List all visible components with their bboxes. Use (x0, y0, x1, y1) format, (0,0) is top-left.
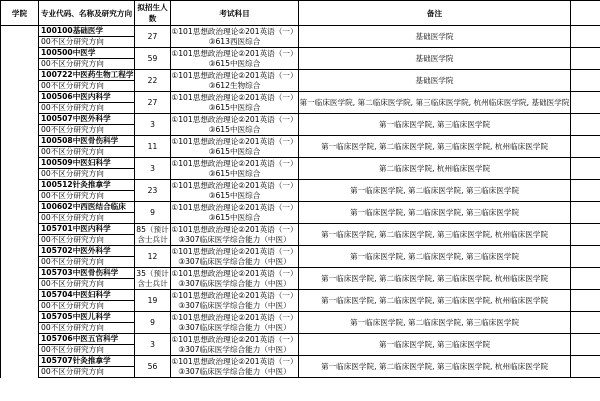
college-cell (1, 246, 39, 268)
major-code-name: 105704中医妇科学 (39, 290, 135, 301)
extra-cell (571, 290, 600, 312)
header-major: 专业代码、名称及研究方向 (39, 1, 135, 26)
extra-cell (571, 158, 600, 180)
college-cell (1, 224, 39, 246)
planned-enrollment: 27 (135, 92, 171, 114)
table-row (1, 246, 600, 257)
table-row (1, 334, 600, 345)
table-row (1, 136, 600, 147)
major-code-name: 105701中医内科学 (39, 224, 135, 235)
table-row (1, 70, 600, 81)
planned-enrollment: 35（预计含士兵计 (136, 268, 169, 288)
remarks: 第一临床医学院, 第二临床医学院, 第三临床医学院, 杭州临床医学院 (299, 136, 571, 158)
extra-cell (571, 202, 600, 224)
research-direction: 00不区分研究方向 (39, 191, 135, 202)
remarks: 基础医学院 (299, 26, 571, 48)
remarks: 第一临床医学院, 第三临床医学院 (299, 334, 571, 356)
major-code-name: 100500中医学 (39, 48, 135, 59)
table-row (1, 356, 600, 367)
exam-subjects: ①101思想政治理论②201英语（一）③307临床医学综合能力（中医） (171, 356, 298, 376)
college-cell (1, 290, 39, 312)
planned-enrollment: 3 (135, 158, 171, 180)
table-body (1, 26, 600, 378)
extra-cell (571, 356, 600, 378)
exam-subjects: ①101思想政治理论②201英语（一）③307临床医学综合能力（中医） (171, 290, 298, 310)
table-row (1, 180, 600, 191)
research-direction: 00不区分研究方向 (39, 147, 135, 158)
research-direction: 00不区分研究方向 (39, 257, 135, 268)
major-code-name: 105706中医五官科学 (39, 334, 135, 345)
remarks: 第一临床医学院, 第二临床医学院, 第三临床医学院 (299, 202, 571, 224)
remarks: 基础医学院 (299, 48, 571, 70)
major-code-name: 105702中医外科学 (39, 246, 135, 257)
major-code-name: 105703中医骨伤科学 (39, 268, 135, 279)
college-cell (1, 70, 39, 92)
extra-cell (571, 268, 600, 290)
college-cell (1, 158, 39, 180)
table-header-row (1, 1, 600, 26)
research-direction: 00不区分研究方向 (39, 169, 135, 180)
remarks: 第一临床医学院, 第二临床医学院, 第三临床医学院, 杭州临床医学院 (299, 290, 571, 312)
remarks: 第一临床医学院, 第二临床医学院, 第三临床医学院, 杭州临床医学院 (299, 356, 571, 378)
table-row (1, 224, 600, 235)
exam-subjects: ①101思想政治理论②201英语（一）③307临床医学综合能力（中医） (171, 268, 298, 288)
college-cell (1, 312, 39, 334)
research-direction: 00不区分研究方向 (39, 345, 135, 356)
planned-enrollment: 9 (135, 312, 171, 334)
table-row (1, 114, 600, 125)
research-direction: 00不区分研究方向 (39, 125, 135, 136)
planned-enrollment: 11 (135, 136, 171, 158)
research-direction: 00不区分研究方向 (39, 301, 135, 312)
table-row (1, 48, 600, 59)
extra-cell (571, 224, 600, 246)
major-code-name: 105705中医儿科学 (39, 312, 135, 323)
major-code-name: 100722中医药生物工程学 (39, 70, 135, 81)
research-direction: 00不区分研究方向 (39, 367, 135, 378)
header-college: 学院 (1, 1, 39, 26)
college-cell (1, 180, 39, 202)
major-code-name: 100602中西医结合临床 (39, 202, 135, 213)
research-direction: 00不区分研究方向 (39, 323, 135, 334)
exam-subjects: ①101思想政治理论②201英语（一）③615中医综合 (171, 180, 298, 200)
major-code-name: 100506中医内科学 (39, 92, 135, 103)
remarks: 第一临床医学院, 第二临床医学院, 第三临床医学院 (299, 180, 571, 202)
table-row (1, 92, 600, 103)
extra-cell (571, 334, 600, 356)
major-code-name: 100509中医妇科学 (39, 158, 135, 169)
header-exam: 考试科目 (171, 1, 299, 26)
research-direction: 00不区分研究方向 (39, 279, 135, 290)
planned-enrollment: 59 (135, 48, 171, 70)
research-direction: 00不区分研究方向 (39, 81, 135, 92)
planned-enrollment: 27 (135, 26, 171, 48)
exam-subjects: ①101思想政治理论②201英语（一）③307临床医学综合能力（中医） (171, 246, 298, 266)
extra-cell (571, 114, 600, 136)
college-cell (1, 202, 39, 224)
remarks: 第一临床医学院, 第二临床医学院, 第三临床医学院, 杭州临床医学院 (299, 268, 571, 290)
planned-enrollment: 3 (135, 334, 171, 356)
remarks: 第一临床医学院, 第二临床医学院, 第三临床医学院 (299, 246, 571, 268)
remarks: 第一临床医学院, 第二临床医学院, 第三临床医学院, 杭州临床医学院 (299, 224, 571, 246)
extra-cell (571, 180, 600, 202)
planned-enrollment: 56 (135, 356, 171, 378)
planned-enrollment: 12 (135, 246, 171, 268)
major-code-name: 100100基础医学 (39, 26, 135, 37)
research-direction: 00不区分研究方向 (39, 235, 135, 246)
research-direction: 00不区分研究方向 (39, 37, 135, 48)
extra-cell (571, 92, 600, 114)
exam-subjects: ①101思想政治理论②201英语（一）③615中医综合 (171, 48, 298, 68)
exam-subjects: ①101思想政治理论②201英语（一）③615中医综合 (171, 136, 298, 156)
college-cell (1, 114, 39, 136)
college-cell (1, 268, 39, 290)
remarks: 第一临床医学院, 第三临床医学院 (299, 114, 571, 136)
college-cell (1, 26, 39, 48)
research-direction: 00不区分研究方向 (39, 213, 135, 224)
research-direction: 00不区分研究方向 (39, 103, 135, 114)
major-code-name: 105707针灸推拿学 (39, 356, 135, 367)
extra-cell (571, 26, 600, 48)
planned-enrollment: 19 (135, 290, 171, 312)
header-note: 备注 (299, 1, 571, 26)
college-cell (1, 48, 39, 70)
table-row (1, 26, 600, 37)
remarks: 第二临床医学院, 杭州临床医学院 (299, 158, 571, 180)
exam-subjects: ①101思想政治理论②201英语（一）③307临床医学综合能力（中医） (171, 334, 298, 354)
college-cell (1, 92, 39, 114)
remarks: 基础医学院 (299, 70, 571, 92)
exam-subjects: ①101思想政治理论②201英语（一）③307临床医学综合能力（中医） (171, 312, 298, 332)
table-row (1, 202, 600, 213)
header-extra (571, 1, 600, 26)
research-direction: 00不区分研究方向 (39, 59, 135, 70)
planned-enrollment: 9 (135, 202, 171, 224)
exam-subjects: ①101思想政治理论②201英语（一）③615中医综合 (171, 158, 298, 178)
planned-enrollment: 3 (135, 114, 171, 136)
extra-cell (571, 136, 600, 158)
college-cell (1, 334, 39, 356)
planned-enrollment: 22 (135, 70, 171, 92)
major-code-name: 100508中医骨伤科学 (39, 136, 135, 147)
college-cell (1, 356, 39, 378)
exam-subjects: ①101思想政治理论②201英语（一）③613西医综合 (171, 26, 298, 46)
exam-subjects: ①101思想政治理论②201英语（一）③615中医综合 (171, 202, 298, 222)
remarks: 第一临床医学院, 第二临床医学院, 第三临床医学院, 杭州临床医学院, 基础医学院 (299, 92, 571, 114)
exam-subjects: ①101思想政治理论②201英语（一）③612生物综合 (171, 70, 298, 90)
table-row (1, 290, 600, 301)
extra-cell (571, 48, 600, 70)
table-row (1, 312, 600, 323)
extra-cell (571, 246, 600, 268)
exam-subjects: ①101思想政治理论②201英语（一）③307临床医学综合能力（中医） (171, 224, 298, 244)
college-cell (1, 136, 39, 158)
extra-cell (571, 312, 600, 334)
planned-enrollment: 23 (135, 180, 171, 202)
major-code-name: 100512针灸推拿学 (39, 180, 135, 191)
extra-cell (571, 70, 600, 92)
table-row (1, 268, 600, 279)
header-plan: 拟招生人数 (135, 1, 171, 26)
exam-subjects: ①101思想政治理论②201英语（一）③615中医综合 (171, 114, 298, 134)
planned-enrollment: 85（预计含士兵计 (136, 224, 169, 244)
exam-subjects: ①101思想政治理论②201英语（一）③615中医综合 (171, 92, 298, 112)
remarks: 第一临床医学院, 第二临床医学院, 第三临床医学院 (299, 312, 571, 334)
major-code-name: 100507中医外科学 (39, 114, 135, 125)
table-row (1, 158, 600, 169)
